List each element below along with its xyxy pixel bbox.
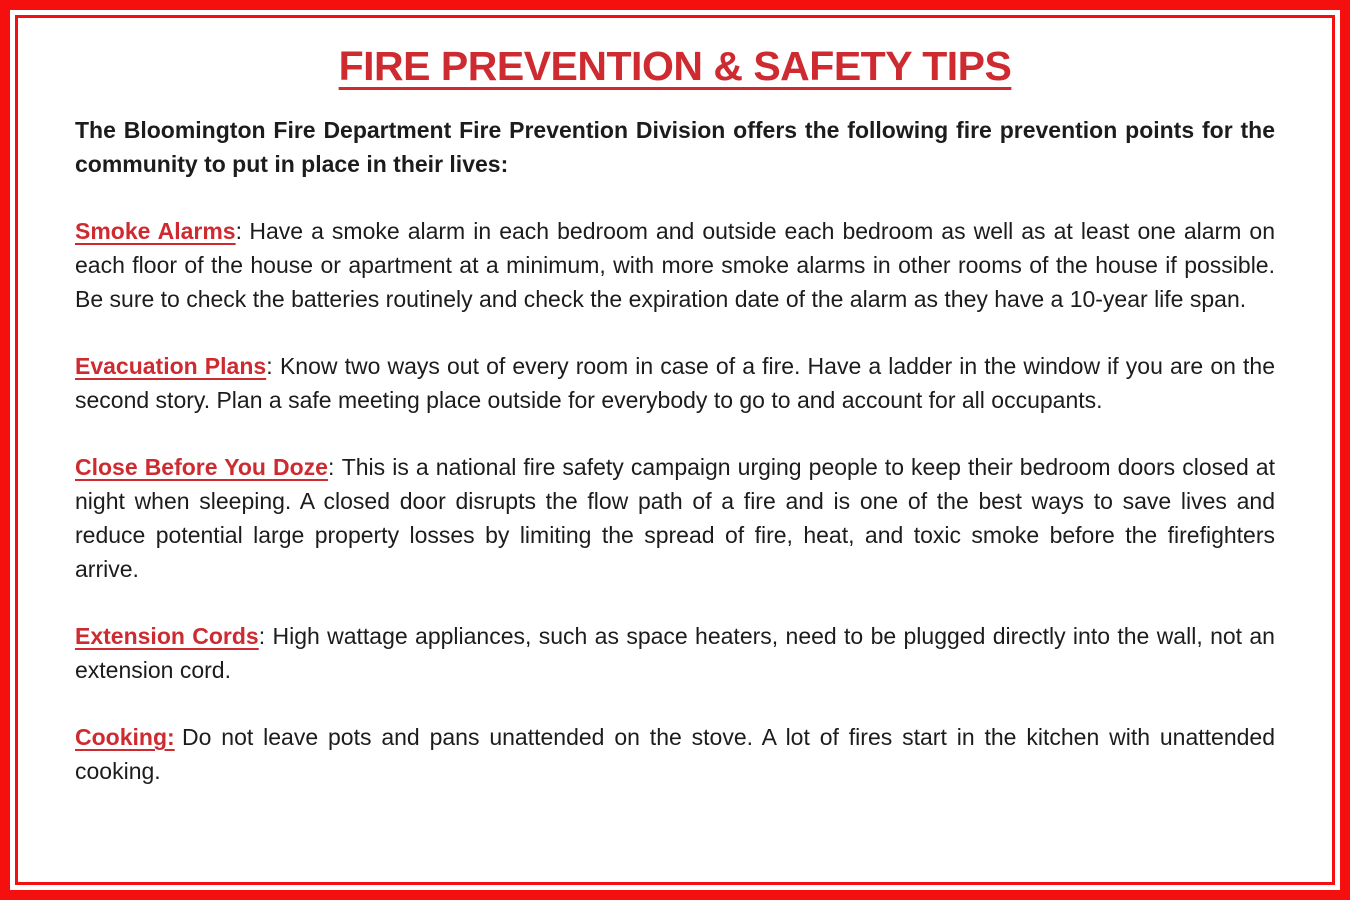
section-heading-evacuation-plans: Evacuation Plans (75, 353, 267, 379)
section-evacuation-plans (75, 349, 1275, 417)
section-body-cooking: Do not leave pots and pans unattended on the stove. A lot of fires start in the kitchen with unattended cooking. (75, 724, 1275, 784)
section-heading-close-before-you-doze: Close Before You Doze (75, 454, 328, 480)
section-separator: : (327, 454, 335, 480)
section-separator: : (258, 623, 266, 649)
section-smoke-alarms (75, 214, 1275, 316)
flyer-inner-border (15, 15, 1335, 885)
section-separator: : (266, 353, 273, 379)
section-extension-cords (75, 619, 1275, 687)
section-heading-extension-cords: Extension Cords (75, 623, 259, 649)
section-cooking (75, 720, 1275, 788)
section-body-smoke-alarms: Have a smoke alarm in each bedroom and outside each bedroom as well as at least one alarm on each floor of the house or apartment at a minimum, with more smoke alarms in other rooms of the house if possible. Be sure to check the batteries routinely and check the expiration date of the alarm as they have a 10-year life span. (75, 218, 1275, 312)
intro-paragraph: The Bloomington Fire Department Fire Prevention Division offers the following fire prevention points for the community to put in place in their lives: (75, 117, 1275, 177)
section-body-close-before-you-doze: This is a national fire safety campaign urging people to keep their bedroom doors closed at night when sleeping. A closed door disrupts the flow path of a fire and is one of the best ways to save lives and reduce potential large property losses by limiting the spread of fire, heat, and toxic smoke before the firefighters arrive. (75, 454, 1275, 582)
section-close-before-you-doze (75, 450, 1275, 586)
section-body-extension-cords: High wattage appliances, such as space heaters, need to be plugged directly into the wall, not an extension cord. (75, 623, 1275, 683)
section-body-evacuation-plans: Know two ways out of every room in case of a fire. Have a ladder in the window if you are on the second story. Plan a safe meeting place outside for everybody to go to and account for all occupants. (75, 353, 1275, 413)
section-separator: : (235, 218, 242, 244)
page-title: FIRE PREVENTION & SAFETY TIPS (338, 43, 1012, 89)
section-heading-cooking: Cooking: (75, 724, 175, 750)
section-heading-smoke-alarms: Smoke Alarms (75, 218, 236, 244)
